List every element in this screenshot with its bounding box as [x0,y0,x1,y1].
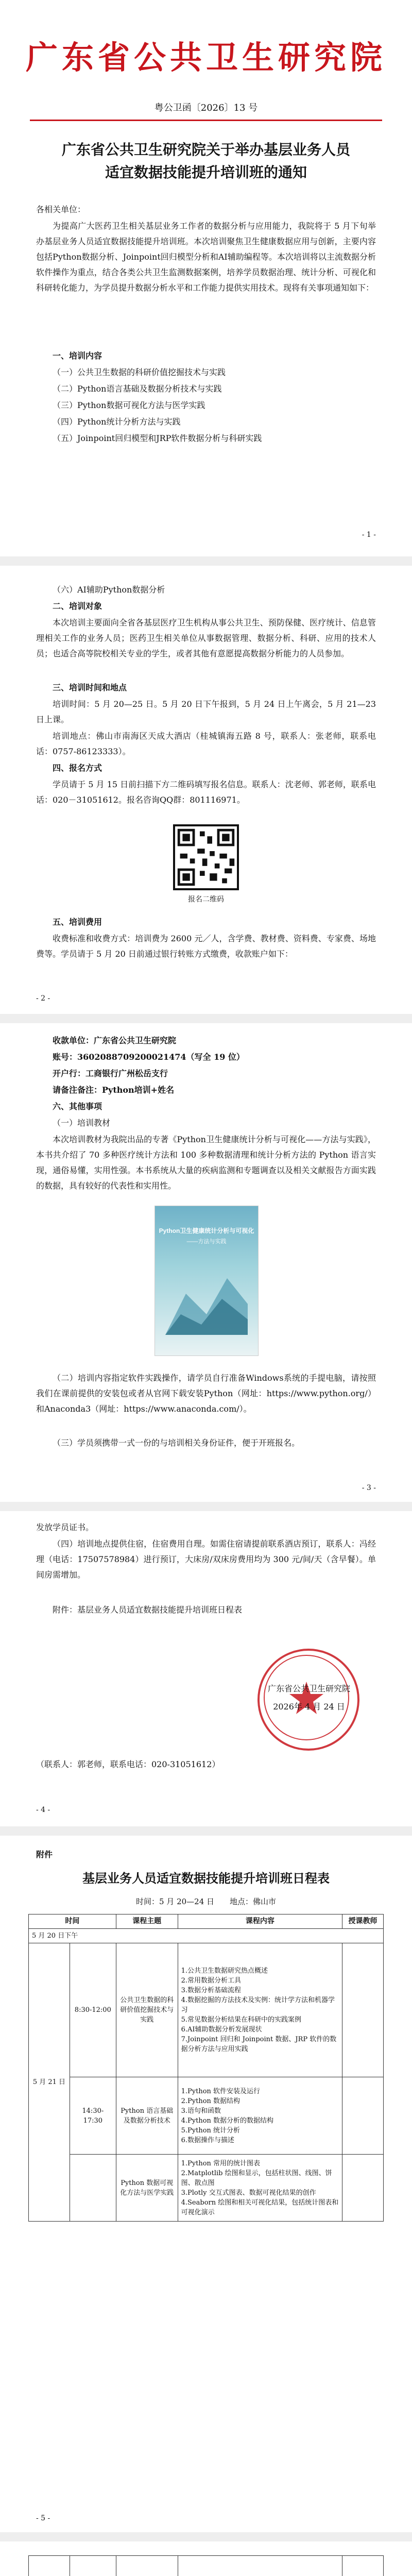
day-label: 5 月 20 日下午 [29,1929,384,1943]
official-seal [258,1649,359,1751]
session-time: 8:30-12:00 [70,1943,116,2077]
schedule-table-continued [28,2555,384,2576]
session-content [178,2556,342,2576]
book-cover-subtitle: ——方法与实践 [186,1239,227,1245]
schedule-table-part1 [28,1914,384,2222]
session-time [70,2556,116,2576]
session-teacher [342,2556,384,2576]
page-separator [0,2532,412,2541]
table-row [29,2556,384,2576]
page-separator [0,556,412,566]
sign-date: 2026年 4 月 24 日 [273,1702,345,1711]
table-row [29,2155,384,2222]
content-item-5: （五）Joinpoint回归模型和JRP软件数据分析与科研实践 [53,433,262,443]
content-item-6: （六）AI辅助Python数据分析 [53,585,165,595]
session-content: 1.公共卫生数据研究热点概述 2.常用数据分析工具 3.数据分析基础流程 4.数据挖掘的方法技术及实例：统计学方法和机器学习 5.常见数据分析结果在科研中的实践案例 6.AI辅助数据分析发展现状 7.Joinpoint 回归和 Joinpoint 数据、JRP 软件的数据分析方法与应用实践 [178,1943,342,2077]
fee-paragraph: 收费标准和收费方式：培训费为 2600 元／人，含学费、教材费、资料费、专家费、场地费等。学员请于 5 月 20 日前通过银行转账方式缴费，收款账户如下： [36,934,376,959]
section6-heading: 六、其他事项 [53,1101,102,1111]
session-time [70,2155,116,2222]
section1-heading: 一、培训内容 [53,351,102,361]
notice-title-line2: 适宜数据技能提升培训班的通知 [105,164,307,181]
session-theme: Python 数据可视化方法与医学实践 [116,2155,178,2222]
header-teacher: 授课教师 [342,1914,384,1929]
signup-qr-code[interactable] [173,824,239,890]
salutation: 各相关单位： [36,205,86,214]
session-theme [116,2556,178,2576]
session-theme: Python 语言基础及数据分析技术 [116,2077,178,2155]
textbook-paragraph: 本次培训教材为我院出品的专著《Python卫生健康统计分析与可视化——方法与实践》，本书共介绍了 70 多种医疗统计方法和 100 多种数据清理和统计分析方法的 Python 语言实现，通俗易懂，实用性强。本书系统从大量的疾病监测和专题调查以及相关文献报告方面实践的数据，具有较好的代表性和实用性。 [36,1134,376,1191]
page-number: - 4 - [36,1806,50,1814]
attachment-label: 附件 [36,1850,53,1859]
content-item-3: （三）Python数据可视化方法与医学实践 [53,400,205,410]
section2-heading: 二、培训对象 [53,601,102,611]
page-number: - 1 - [362,531,376,539]
page-number: - 3 - [362,1484,376,1492]
bank-branch: 开户行：工商银行广州松岳支行 [53,1069,168,1078]
session-theme: 公共卫生数据的科研价值挖掘技术与实践 [116,1943,178,2077]
section5-heading: 五、培训费用 [53,917,102,927]
session-content: 1.Python 常用的统计图表 2.Matplotlib 绘图和显示，包括柱状图、线图、饼图、散点图 3.Plotly 交互式图表、数据可视化结果的创作 4.Seaborn 绘图和相关可视化结果，包括统计图表和可视化演示 [178,2155,342,2222]
payment-remark: 请备注备注：Python培训+姓名 [53,1085,175,1095]
document-number: 粤公卫函〔2026〕13 号 [154,103,258,113]
session-content: 1.Python 软件安装及运行 2.Python 数据结构 3.语句和函数 4.Python 数据分析的数据结构 5.Python 统计分析 6.数据操作与描述 [178,2077,342,2155]
content-item-1: （一）公共卫生数据的科研价值挖掘技术与实践 [53,367,226,377]
page-separator [0,1502,412,1511]
table-row [29,1929,384,1943]
day-label [29,2556,70,2576]
contact-line: （联系人：郭老师，联系电话：020-31051612） [36,1759,220,1769]
book-cover-graphic-icon [165,1263,248,1335]
page-separator [0,1826,412,1836]
textbook-subheading: （一）培训教材 [53,1118,111,1128]
schedule-table-part2 [28,2555,384,2576]
software-paragraph: （二）培训内容指定软件实践操作，请学员自行准备Windows系统的手提电脑，请按照我们在课前提供的安装包或者从官网下载安装Python（网址：https://www.python.org/）和Anaconda3（网址：https://www.anaconda.com/）。 [36,1373,376,1414]
section3-heading: 三、培训时间和地点 [53,683,127,692]
session-time: 14:30-17:30 [70,2077,116,2155]
notice-title-line1: 广东省公共卫生研究院关于举办基层业务人员 [61,141,350,158]
red-divider-line [30,120,382,121]
id-paragraph: （三）学员须携带一式一份的与培训相关身份证件，便于开班报名。 [53,1438,300,1448]
page-separator [0,1014,412,1023]
table-header-row [29,1914,384,1929]
section4-heading: 四、报名方式 [53,763,102,773]
attachment-reference: 附件：基层业务人员适宜数据技能提升培训班日程表 [53,1605,243,1615]
session-teacher [342,2155,384,2222]
org-letterhead-title: 广东省公共卫生研究院 [25,39,386,76]
audience-paragraph: 本次培训主要面向全省各基层医疗卫生机构从事公共卫生、预防保健、医疗统计、信息管理相关工作的业务人员；医药卫生相关单位从事数据管理、数据分析、科研、应用的技术人员；也适合高等院校相关专业的学生，或者其他有意愿提高数据分析能力的人员参加。 [36,618,376,658]
seal-icon [260,1651,353,1744]
page-number: - 2 - [36,994,50,1003]
attachment-subtitle: 时间：5 月 20—24 日 地点：佛山市 [135,1897,277,1906]
signup-paragraph: 学员请于 5 月 15 日前扫描下方二维码填写报名信息。联系人：沈老师、郭老师，联系电话：020－31051612。报名咨询QQ群：801116971。 [36,779,376,805]
certificate-line: 发放学员证书。 [36,1522,94,1532]
bank-account-number: 账号：3602088709200021474（写全 19 位） [53,1052,245,1062]
sign-organization: 广东省公共卫生研究院 [267,1684,350,1693]
qr-caption: 报名二维码 [188,895,224,904]
schedule-table [28,1914,384,2222]
table-row [29,2077,384,2155]
attachment-title: 基层业务人员适宜数据技能提升培训班日程表 [82,1871,330,1886]
table-row [29,1943,384,2077]
day-label: 5 月 21 日 [29,1943,70,2222]
qr-code-icon [175,826,237,888]
intro-paragraph: 为提高广大医药卫生相关基层业务工作者的数据分析与应用能力，我院将于 5 月下旬举办基层业务人员适宜数据技能提升培训班。本次培训聚焦卫生健康数据应用与创新，主要内容包括Python数据分析、Joinpoint回归模型分析和AI辅助编程等。本次培训将以主流数据分析软件操作为重点，结合各类公共卫生监测数据案例，培养学员数据治理、统计分析、可视化和科研转化能力，为学员提升数据分析水平和工作能力提供实用技术。现将有关事项通知如下： [36,221,376,293]
content-item-4: （四）Python统计分析方法与实践 [53,417,181,427]
book-cover-title: Python卫生健康统计分析与可视化 [159,1227,254,1234]
accommodation-paragraph: （四）培训地点提供住宿，住宿费用自理。如需住宿请提前联系酒店预订，联系人：冯经理（电话：17507578984）进行预订，大床房/双床房费用均为 300 元/间/天（含早餐）。单间房需增加。 [36,1539,376,1580]
training-time: 培训时间：5 月 20—25 日。5 月 20 日下午报到，5 月 24 日上午离会，5 月 21—23 日上课。 [36,699,376,724]
textbook-cover-image [154,1206,259,1356]
content-item-2: （二）Python语言基础及数据分析技术与实践 [53,384,222,394]
bank-account-name: 收款单位：广东省公共卫生研究院 [53,1036,177,1045]
header-time: 时间 [29,1914,116,1929]
training-place: 培训地点：佛山市南海区天成大酒店（桂城镇海五路 8 号，联系人：张老师，联系电话：0757-86123333）。 [36,731,376,756]
header-content: 课程内容 [178,1914,342,1929]
session-teacher [342,2077,384,2155]
header-theme: 课程主题 [116,1914,178,1929]
session-teacher [342,1943,384,2077]
page-number: - 5 - [36,2514,50,2522]
